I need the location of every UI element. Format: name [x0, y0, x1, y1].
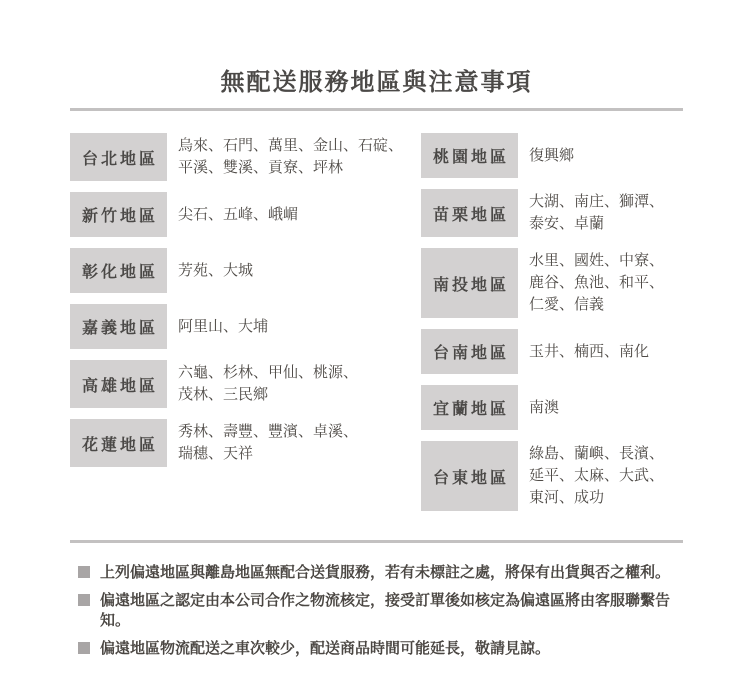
square-bullet-icon	[78, 642, 90, 654]
note-text: 偏遠地區物流配送之車次較少，配送商品時間可能延長，敬請見諒。	[100, 640, 551, 657]
region-row-taipei	[70, 133, 421, 181]
region-areas: 綠島、蘭嶼、長濱、 延平、太麻、大武、 東河、成功	[529, 445, 665, 506]
note-row	[78, 563, 683, 583]
region-row-tainan	[421, 329, 683, 374]
region-row-miaoli	[421, 189, 683, 237]
notes-section	[70, 563, 683, 659]
note-row	[78, 591, 683, 631]
region-label: 南投地區	[421, 248, 518, 318]
note-text: 偏遠地區之認定由本公司合作之物流核定，接受訂單後如核定為偏遠區將由客服聯繫告知。	[100, 592, 671, 629]
region-areas: 復興鄉	[529, 146, 575, 164]
region-label: 桃園地區	[421, 133, 518, 178]
region-areas: 六龜、杉林、甲仙、桃源、 茂林、三民鄉	[178, 364, 359, 403]
region-label: 宜蘭地區	[421, 385, 518, 430]
region-row-kaohsiung	[70, 360, 421, 408]
square-bullet-icon	[78, 566, 90, 578]
region-areas: 阿里山、大埔	[178, 317, 269, 335]
notice-content	[70, 0, 683, 659]
region-label: 彰化地區	[70, 248, 167, 293]
square-bullet-icon	[78, 594, 90, 606]
region-areas: 水里、國姓、中寮、 鹿谷、魚池、和平、 仁愛、信義	[529, 252, 665, 313]
region-label: 台東地區	[421, 441, 518, 511]
region-label: 花蓮地區	[70, 419, 167, 467]
region-label: 台南地區	[421, 329, 518, 374]
region-areas: 芳苑、大城	[178, 261, 254, 279]
note-row	[78, 639, 683, 659]
region-label: 新竹地區	[70, 192, 167, 237]
region-row-taitung	[421, 441, 683, 511]
region-row-yilan	[421, 385, 683, 430]
region-row-hsinchu	[70, 192, 421, 237]
region-areas: 烏來、石門、萬里、金山、石碇、 平溪、雙溪、貢寮、坪林	[178, 137, 404, 176]
region-areas: 南澳	[529, 398, 560, 416]
region-row-taoyuan	[421, 133, 683, 178]
page-title: 無配送服務地區與注意事項	[220, 69, 533, 96]
region-label: 苗栗地區	[421, 189, 518, 237]
region-table	[70, 133, 683, 522]
region-label: 高雄地區	[70, 360, 167, 408]
region-row-chiayi	[70, 304, 421, 349]
region-areas: 秀林、壽豐、豐濱、卓溪、 瑞穗、天祥	[178, 423, 359, 462]
region-areas: 玉井、楠西、南化	[529, 342, 650, 360]
note-text: 上列偏遠地區與離島地區無配合送貨服務，若有未標註之處，將保有出貨與否之權利。	[100, 564, 671, 581]
notes-divider	[70, 540, 683, 543]
region-label: 台北地區	[70, 133, 167, 181]
region-column-right	[421, 133, 683, 522]
region-areas: 大湖、南庄、獅潭、 泰安、卓蘭	[529, 193, 665, 232]
region-row-hualien	[70, 419, 421, 467]
region-areas: 尖石、五峰、峨嵋	[178, 205, 299, 223]
region-row-changhua	[70, 248, 421, 293]
region-label: 嘉義地區	[70, 304, 167, 349]
region-column-left	[70, 133, 421, 522]
region-row-nantou	[421, 248, 683, 318]
title-divider	[70, 108, 683, 111]
